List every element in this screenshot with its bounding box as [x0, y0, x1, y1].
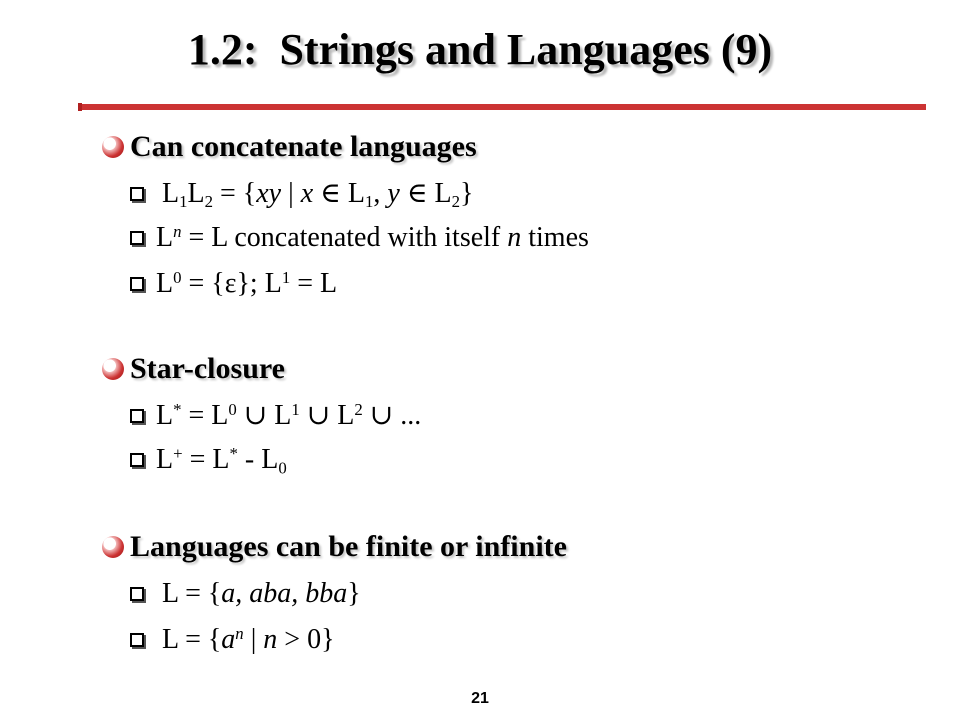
- square-bullet-icon: [130, 277, 144, 291]
- list-item-star-definition: $L^* = L^0$ ∪ $L^1$ ∪ $L^2$ ∪ ...: [130, 398, 421, 432]
- square-bullet-icon: [130, 409, 144, 423]
- list-item-infinite-example: $L = \{a^n$ | n > 0}: [130, 624, 335, 656]
- title-underline-rule: [80, 104, 926, 110]
- list-item-base-powers: $L^0 = \{\varepsilon\}$; $L^1 = L$: [130, 268, 337, 300]
- square-bullet-icon: [130, 231, 144, 245]
- square-bullet-icon: [130, 453, 144, 467]
- list-item-finite-example: L = {a, aba, bba}: [130, 578, 361, 610]
- section-heading-text: Can concatenate languages: [130, 130, 477, 163]
- list-item-concatenation-definition: $L_1L_2 = \{xy$ | x ∈ $L_1$, y ∈ $L_2$}: [130, 176, 474, 212]
- section-heading-text: Languages can be finite or infinite: [130, 530, 567, 563]
- title-underline-rule-end: [78, 103, 82, 111]
- section-heading-finite-infinite: [102, 530, 567, 564]
- list-item-plus-definition: $L^+ = L^* - L_0$: [130, 444, 287, 478]
- list-item-power-definition: $L^n = L$ concatenated with itself n times: [130, 222, 589, 254]
- round-bullet-icon: [102, 536, 124, 558]
- round-bullet-icon: [102, 358, 124, 380]
- square-bullet-icon: [130, 587, 144, 601]
- slide-title: 1.2: Strings and Languages (9): [187, 25, 773, 74]
- section-heading-concatenation: [102, 130, 477, 164]
- page-number: 21: [471, 690, 489, 707]
- square-bullet-icon: [130, 633, 144, 647]
- section-heading-star-closure: [102, 352, 285, 386]
- square-bullet-icon: [130, 187, 144, 201]
- round-bullet-icon: [102, 136, 124, 158]
- section-heading-text: Star-closure: [130, 352, 285, 385]
